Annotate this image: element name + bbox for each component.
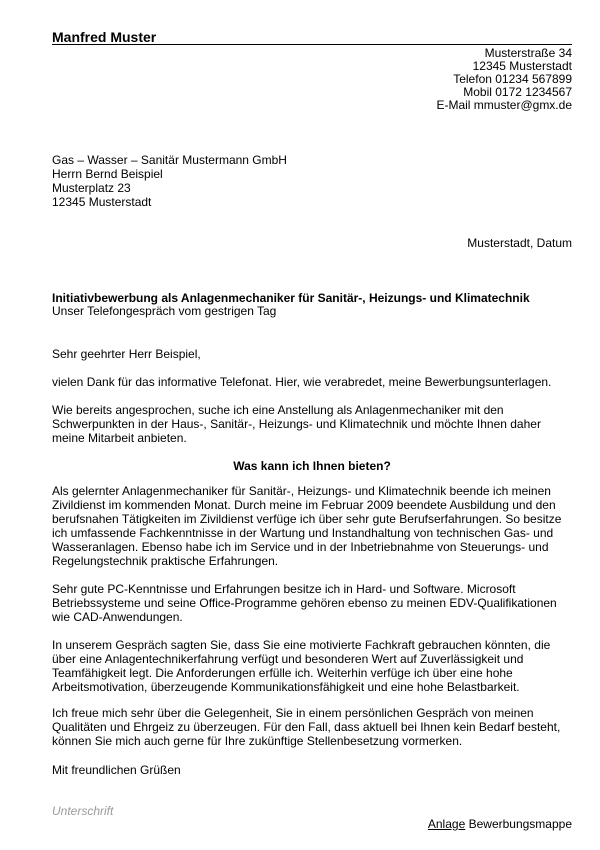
paragraph-experience: Als gelernter Anlagenmechaniker für Sanitär-, Heizungs- und Klimatechnik beende ich meinen Zivildienst im kommenden Monat. Durch meine im Februar 2009 beendete Ausbildung und den berufsnahen Tätigkeiten im Zivildienst verfüge ich über sehr gute Berufserfahrungen. So besitze ich umfassende Fachkenntnisse in der Wartung und Instandhaltung von technischen Gas- und Wasseranlagen. Ebenso habe ich im Service und in der Inbetriebnahme von Steuerungs- und Regelungstechnik praktische Erfahrungen.	[52, 484, 562, 568]
salutation: Sehr geehrter Herr Beispiel,	[52, 347, 201, 361]
recipient-company: Gas – Wasser – Sanitär Mustermann GmbH	[52, 153, 287, 167]
paragraph-it-skills: Sehr gute PC-Kenntnisse und Erfahrungen besitze ich in Hard- und Software. Microsoft Betriebssysteme und seine Office-Programme gehören ebenso zu meinen EDV-Qualifikationen wie CAD-Anwendungen.	[52, 582, 557, 624]
recipient-person: Herrn Bernd Beispiel	[52, 167, 163, 181]
paragraph-intro: vielen Dank für das informative Telefonat. Hier, wie verabredet, meine Bewerbungsunterlagen.	[52, 375, 552, 389]
closing-formula: Mit freundlichen Grüßen	[52, 763, 181, 777]
subject-line: Initiativbewerbung als Anlagenmechaniker für Sanitär-, Heizungs- und Klimatechnik	[52, 291, 530, 305]
paragraph-request: Wie bereits angesprochen, suche ich eine Anstellung als Anlagenmechaniker mit den Schwerpunkten in der Haus-, Sanitär-, Heizungs- und Klimatechnik und möchte Ihnen daher meine Mitarbeit anbieten.	[52, 403, 541, 445]
sender-address	[436, 47, 572, 112]
attachment-text: Bewerbungsmappe	[468, 817, 572, 831]
signature-placeholder: Unterschrift	[52, 804, 114, 818]
section-heading: Was kann ich Ihnen bieten?	[233, 459, 391, 473]
paragraph-requirements: In unserem Gespräch sagten Sie, dass Sie eine motivierte Fachkraft gebrauchen könnten, die über eine Anlagentechnikerfahrung verfügt und besonderen Wert auf Zuverlässigkeit und Teamfähigkeit legt. Die Anforderungen erfülle ich. Weiterhin verfüge ich über eine hohe Arbeitsmotivation, überzeugende Kommunikationsfähigkeit und eine hohe Belastbarkeit.	[52, 638, 551, 694]
sender-city: 12345 Musterstadt	[472, 59, 572, 73]
recipient-city: 12345 Musterstadt	[52, 195, 152, 209]
recipient-street: Musterplatz 23	[52, 181, 131, 195]
sender-phone: Telefon 01234 567899	[453, 72, 572, 86]
recipient-address	[52, 153, 287, 209]
header-name: Manfred Muster	[52, 29, 157, 45]
reference-line: Unser Telefongespräch vom gestrigen Tag	[52, 304, 277, 318]
sender-email: E-Mail mmuster@gmx.de	[436, 98, 572, 112]
sender-street: Musterstraße 34	[484, 46, 572, 60]
sender-mobile: Mobil 0172 1234567	[463, 85, 572, 99]
paragraph-closing: Ich freue mich sehr über die Gelegenheit, Sie in einem persönlichen Gespräch von meinen Qualitäten und Ehrgeiz zu überzeugen. Für den Fall, dass aktuell bei Ihnen kein Bedarf besteht, können Sie mich auch gerne für Ihre zukünftige Stellenbesetzung vormerken.	[52, 706, 561, 748]
attachment-line	[428, 817, 572, 831]
attachment-label: Anlage	[427, 817, 466, 831]
place-date: Musterstadt, Datum	[467, 236, 572, 250]
header-divider	[52, 44, 572, 45]
